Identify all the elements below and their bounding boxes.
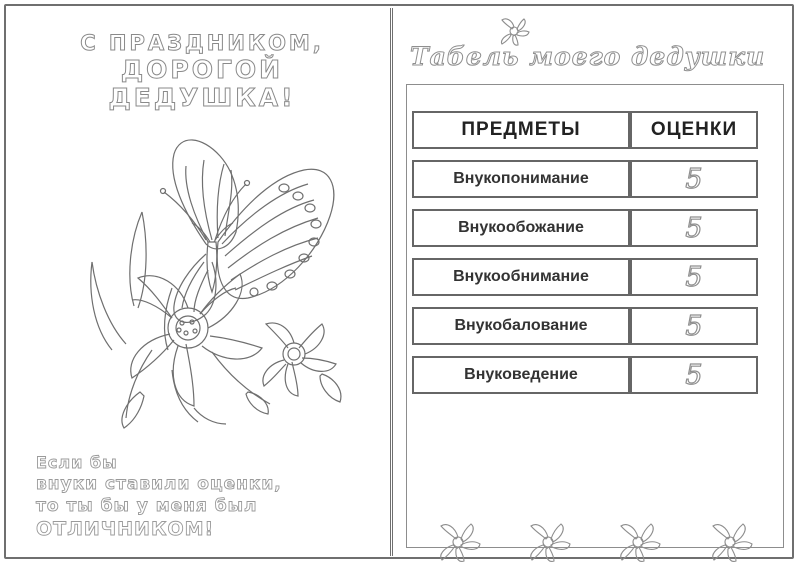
card-right-panel — [404, 12, 788, 552]
grade-value: 5 — [685, 359, 703, 391]
closing-line-3: то ты бы у меня был — [36, 496, 258, 516]
table-row — [412, 356, 758, 394]
grass-blades — [91, 212, 172, 350]
card-fold-line — [390, 8, 393, 556]
grade-value: 5 — [685, 261, 703, 293]
subject-cell: Внукопонимание — [412, 160, 630, 198]
closing-message — [36, 452, 376, 541]
secondary-flower — [263, 323, 336, 396]
header-grades: ОЦЕНКИ — [630, 111, 758, 149]
subject-cell: Внуковедение — [412, 356, 630, 394]
table-row — [412, 307, 758, 345]
table-row — [412, 209, 758, 247]
flower-icon — [713, 524, 752, 561]
report-card-title: Табель моего дедушки — [410, 42, 766, 71]
grade-value: 5 — [685, 163, 703, 195]
butterfly-icon — [161, 140, 334, 322]
greeting-line-2: ДОРОГОЙ ДЕДУШКА! — [108, 55, 296, 112]
subject-cell: Внукообожание — [412, 209, 630, 247]
closing-line-1: Если бы — [36, 453, 118, 472]
grade-value: 5 — [685, 310, 703, 342]
report-card-table — [412, 100, 758, 405]
closing-line-4: ОТЛИЧНИКОМ! — [36, 518, 215, 540]
buds-and-leaves — [122, 350, 341, 428]
main-flower — [131, 274, 262, 406]
grade-cell — [630, 209, 758, 247]
table-row — [412, 258, 758, 296]
flower-icon — [441, 524, 480, 561]
grade-cell — [630, 160, 758, 198]
card-left-panel — [12, 12, 384, 552]
table-header-row — [412, 111, 758, 149]
flower-icon — [621, 524, 660, 561]
header-subjects: ПРЕДМЕТЫ — [412, 111, 630, 149]
grade-value: 5 — [685, 212, 703, 244]
flower-icon — [531, 524, 570, 561]
closing-line-2: внуки ставили оценки, — [36, 474, 282, 494]
grade-cell — [630, 356, 758, 394]
subject-cell: Внукообнимание — [412, 258, 630, 296]
butterfly-flower-illustration — [22, 92, 382, 432]
grade-cell — [630, 307, 758, 345]
footer-flower-decoration — [418, 520, 778, 564]
greeting-line-1: С ПРАЗДНИКОМ, — [80, 31, 324, 55]
subject-cell: Внукобалование — [412, 307, 630, 345]
table-row — [412, 160, 758, 198]
grade-cell — [630, 258, 758, 296]
